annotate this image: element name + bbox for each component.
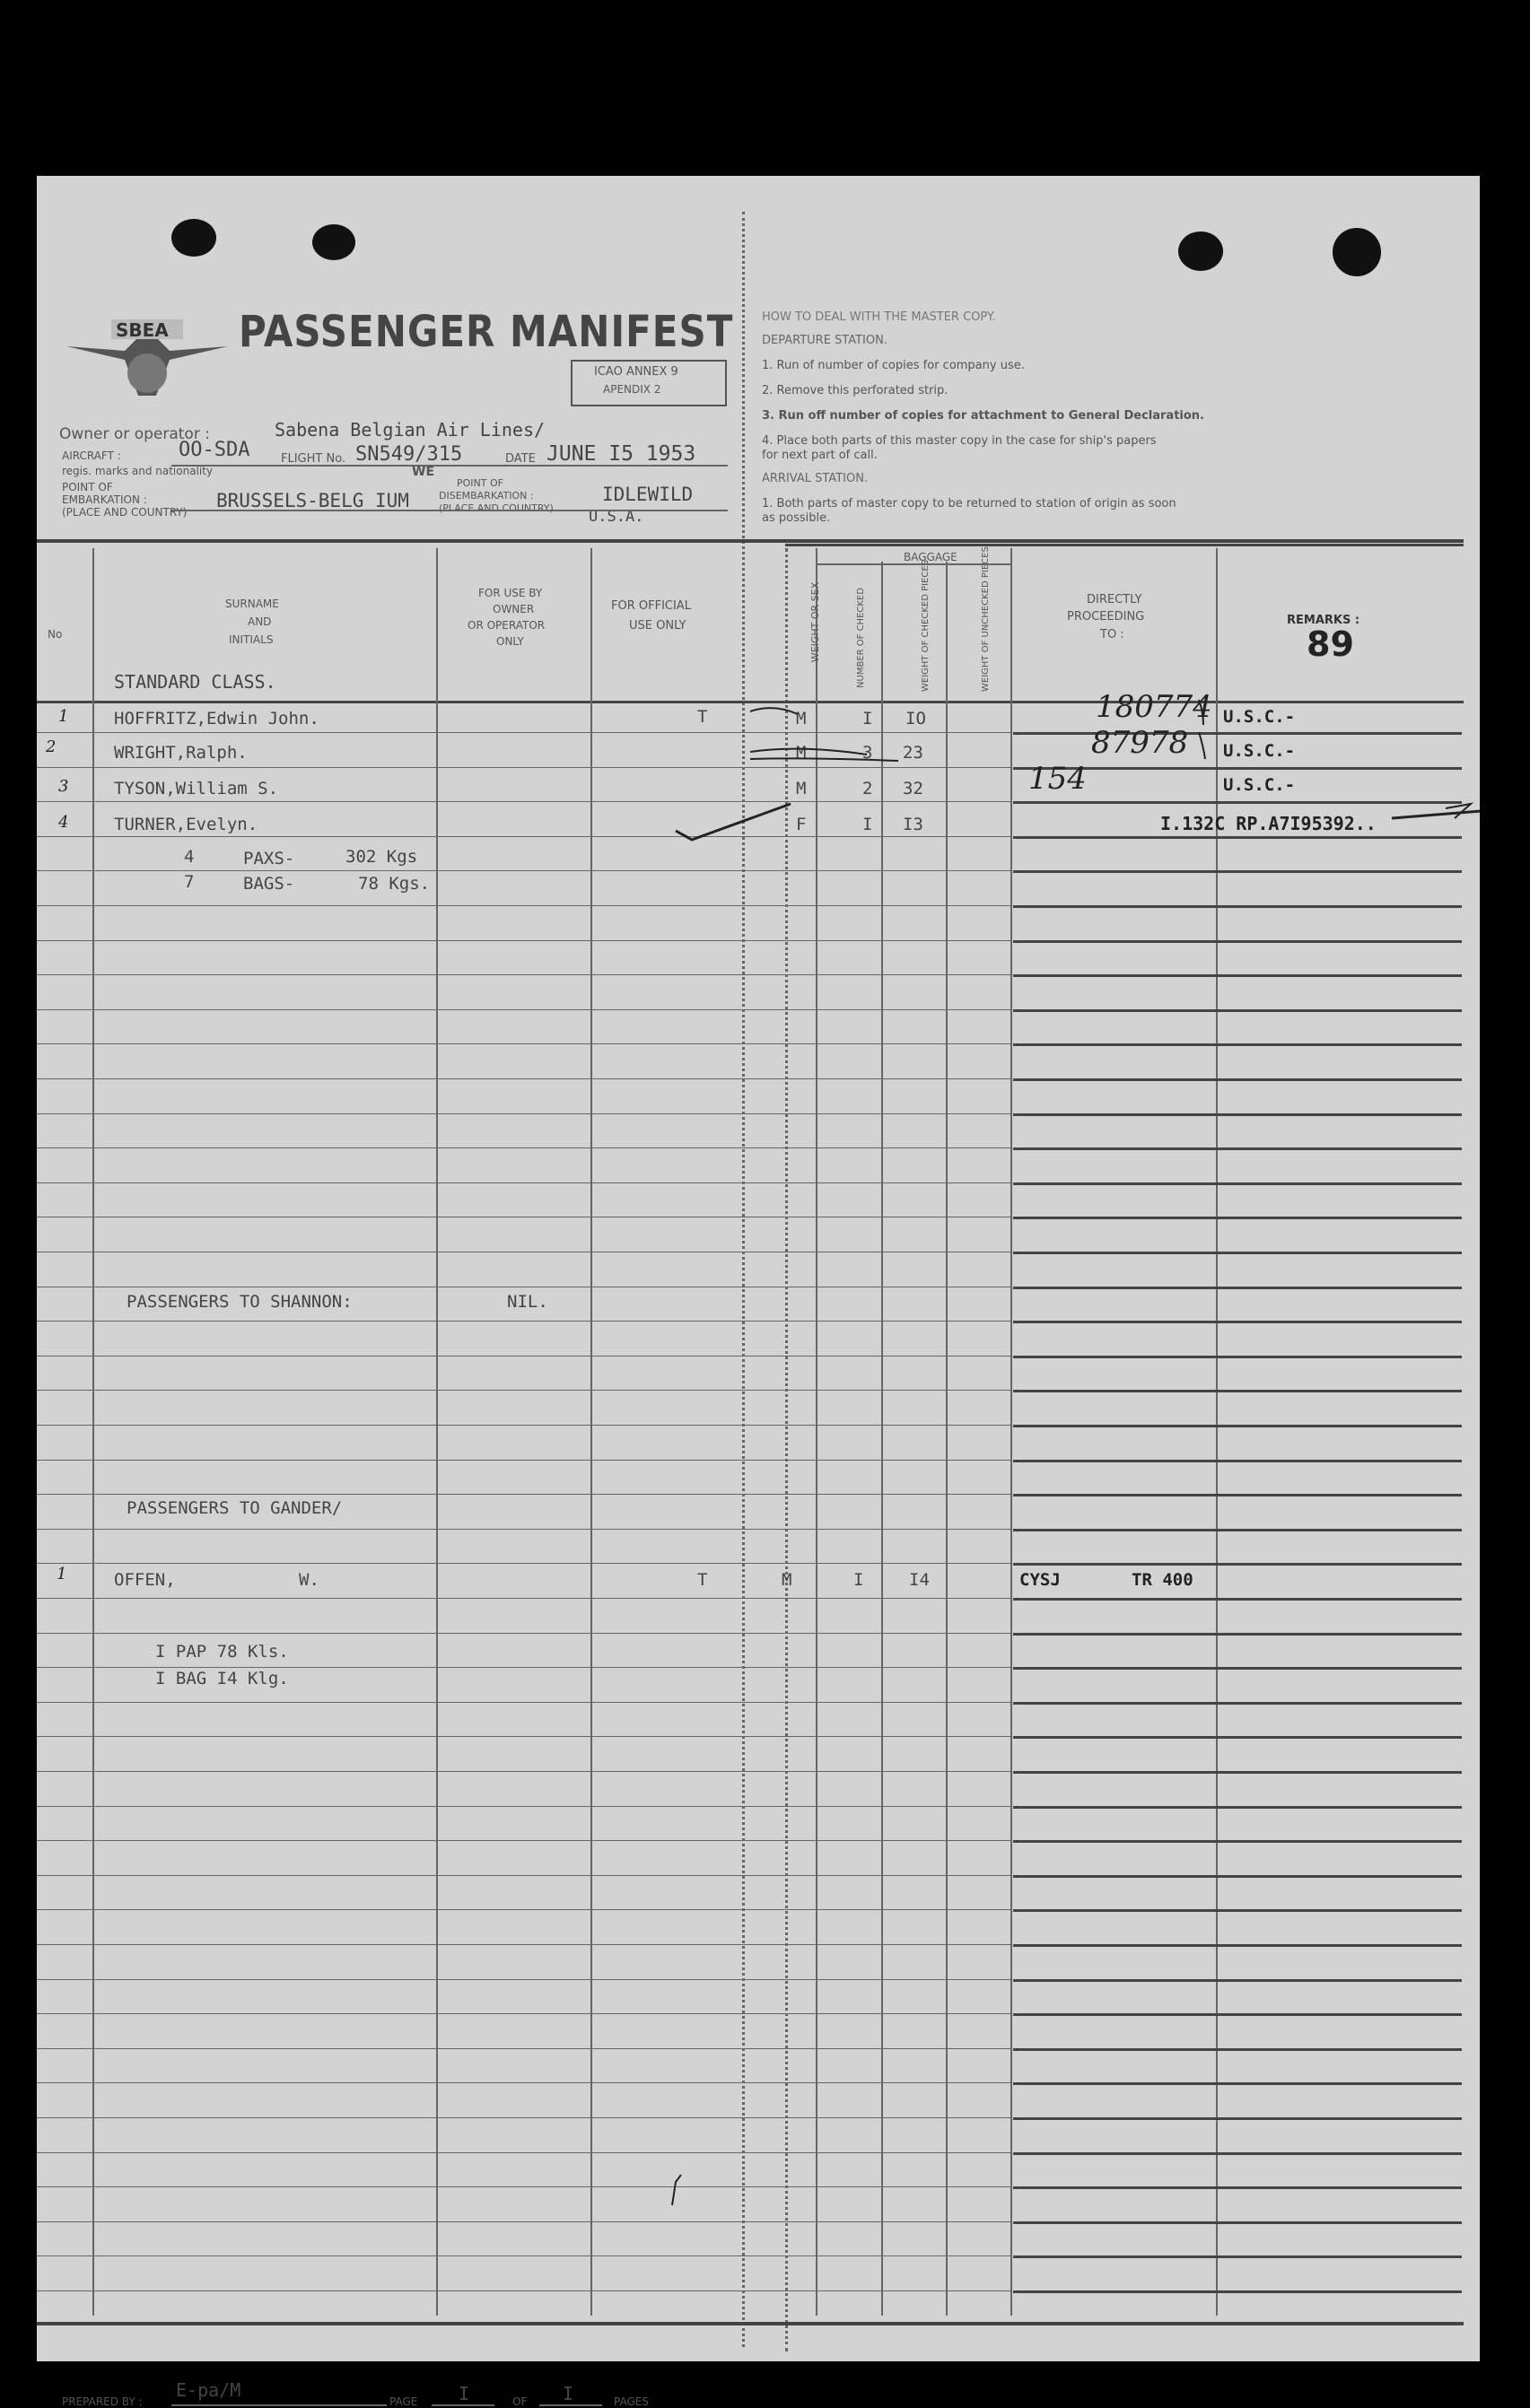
col-weight-checked: WEIGHT OF CHECKED PIECES	[921, 559, 931, 692]
col-owner-4: ONLY	[496, 635, 524, 648]
icao-line-1: ICAO ANNEX 9	[594, 365, 678, 379]
disembark-value-country: U.S.A.	[589, 508, 644, 526]
arrival-step-2: as possible.	[762, 511, 831, 525]
bags-weight: 78 Kgs.	[358, 874, 431, 894]
embark-value: BRUSSELS-BELG IUM	[216, 490, 409, 511]
arrival-step-1: 1. Both parts of master copy to be returned to station of origin as soon	[762, 497, 1176, 510]
prepared-value: E-pa/M	[176, 2379, 241, 2401]
col-number-checked: NUMBER OF CHECKED	[856, 588, 866, 688]
pages-label: PAGES	[614, 2395, 649, 2408]
shannon-value: NIL.	[507, 1292, 548, 1312]
logo-text: SBEA	[116, 319, 169, 341]
passenger-initial: W.	[299, 1570, 319, 1590]
col-weight-sex: WEIGHT OR SEX	[809, 581, 821, 663]
col-weight-unchecked: WEIGHT OF UNCHECKED PIECES	[981, 546, 991, 692]
checked-weight: IO	[905, 709, 926, 729]
col-owner-2: OWNER	[493, 603, 535, 615]
checked-pieces: 2	[862, 779, 873, 798]
remarks-value: I.132C RP.A7I95392..	[1160, 813, 1377, 834]
aircraft-sublabel: regis. marks and nationality	[62, 465, 214, 477]
flight-value: SN549/315	[355, 443, 463, 466]
official-mark: T	[697, 1570, 708, 1590]
proceeding-value: CYSJ	[1019, 1570, 1061, 1590]
flight-label: FLIGHT No.	[281, 452, 346, 466]
remarks-value: U.S.C.-	[1223, 707, 1296, 727]
row-number: 1	[57, 1565, 67, 1584]
disembark-label-1: POINT OF	[457, 477, 503, 489]
disembark-value: IDLEWILD	[602, 484, 694, 505]
handwritten-marks	[37, 176, 1480, 2361]
col-proceeding-2: PROCEEDING	[1067, 610, 1145, 624]
disembark-label-3: (PLACE AND COUNTRY)	[439, 502, 554, 514]
col-surname-3: INITIALS	[229, 633, 274, 646]
col-remarks: REMARKS :	[1287, 614, 1360, 627]
section-label: STANDARD CLASS.	[114, 671, 276, 693]
gander-summary-1: I PAP 78 Kls.	[155, 1642, 289, 1662]
checked-weight: I3	[903, 815, 923, 834]
passenger-sex: M	[796, 779, 807, 798]
checked-pieces: 3	[862, 743, 873, 763]
remarks-value: U.S.C.-	[1223, 775, 1296, 795]
instruction-step-1: 1. Run of number of copies for company use.	[762, 359, 1025, 372]
gander-label: PASSENGERS TO GANDER/	[127, 1498, 343, 1518]
embark-label-2: EMBARKATION :	[62, 493, 147, 506]
col-no: No	[48, 628, 63, 641]
official-mark: T	[697, 707, 708, 727]
page-label: PAGE	[389, 2395, 418, 2408]
date-value: JUNE I5 1953	[546, 442, 696, 466]
paxs-label: PAXS-	[243, 849, 295, 868]
col-surname-1: SURNAME	[225, 598, 279, 610]
page-value: I	[459, 2383, 470, 2404]
col-official-1: FOR OFFICIAL	[611, 599, 691, 613]
page-title: PASSENGER MANIFEST	[239, 306, 734, 357]
disembark-label-2: DISEMBARKATION :	[439, 490, 534, 502]
instruction-step-4: 4. Place both parts of this master copy in the case for ship's papers	[762, 434, 1157, 448]
proceeding-handwritten: 87978	[1091, 725, 1189, 761]
checked-pieces: I	[862, 815, 873, 834]
of-label: OF	[512, 2395, 528, 2408]
manifest-sheet	[37, 176, 1480, 2408]
col-owner-3: OR OPERATOR	[468, 619, 546, 632]
of-value: I	[563, 2383, 574, 2404]
shannon-label: PASSENGERS TO SHANNON:	[127, 1292, 353, 1312]
row-number: 4	[58, 813, 69, 832]
passenger-name: TYSON,William S.	[114, 779, 279, 798]
paxs-count: 4	[184, 847, 195, 867]
col-owner-1: FOR USE BY	[478, 587, 543, 599]
arrival-heading: ARRIVAL STATION.	[762, 472, 869, 485]
remarks-number: 89	[1307, 624, 1354, 664]
instruction-step-3: 3. Run off number of copies for attachment to General Declaration.	[762, 409, 1204, 423]
owner-value: Sabena Belgian Air Lines/	[275, 419, 546, 441]
passenger-name: OFFEN,	[114, 1570, 176, 1590]
checked-weight: 32	[903, 779, 923, 798]
remarks-value: U.S.C.-	[1223, 741, 1296, 761]
col-proceeding-1: DIRECTLY	[1087, 593, 1142, 606]
instruction-step-2: 2. Remove this perforated strip.	[762, 384, 949, 397]
col-baggage: BAGGAGE	[904, 551, 957, 563]
paxs-weight: 302 Kgs	[345, 847, 418, 867]
passenger-name: TURNER,Evelyn.	[114, 815, 258, 834]
checked-weight: 23	[903, 743, 923, 763]
remarks-value: TR 400	[1132, 1570, 1193, 1590]
instructions-heading: HOW TO DEAL WITH THE MASTER COPY.	[762, 310, 996, 324]
embark-label-3: (PLACE AND COUNTRY)	[62, 506, 188, 519]
passenger-sex: M	[796, 743, 807, 763]
date-label: DATE	[505, 452, 536, 466]
aircraft-label: AIRCRAFT :	[62, 449, 121, 462]
bags-count: 7	[184, 872, 195, 892]
checked-pieces: I	[853, 1570, 864, 1590]
icao-line-2: APENDIX 2	[603, 383, 661, 396]
aircraft-value: OO-SDA	[179, 439, 250, 461]
passenger-name: HOFFRITZ,Edwin John.	[114, 709, 319, 729]
row-number: 1	[58, 707, 69, 726]
instruction-step-4-cont: for next part of call.	[762, 449, 878, 462]
passenger-sex: M	[796, 709, 807, 729]
passenger-name: WRIGHT,Ralph.	[114, 743, 248, 763]
row-number: 2	[46, 737, 57, 756]
gander-summary-2: I BAG I4 Klg.	[155, 1669, 289, 1688]
embark-label-1: POINT OF	[62, 481, 113, 493]
passenger-sex: M	[782, 1570, 792, 1590]
stamp-we: WE	[412, 465, 435, 479]
checked-pieces: I	[862, 709, 873, 729]
col-surname-2: AND	[248, 615, 272, 628]
passenger-sex: F	[796, 815, 807, 834]
row-number: 3	[58, 777, 69, 796]
departure-heading: DEPARTURE STATION.	[762, 334, 887, 347]
proceeding-handwritten: 180774	[1096, 689, 1212, 725]
col-official-2: USE ONLY	[629, 619, 686, 633]
checked-weight: I4	[909, 1570, 930, 1590]
proceeding-handwritten: 154	[1028, 761, 1087, 797]
prepared-label: PREPARED BY :	[62, 2395, 143, 2408]
bags-label: BAGS-	[243, 874, 295, 894]
owner-label: Owner or operator :	[59, 425, 210, 443]
col-proceeding-3: TO :	[1100, 628, 1124, 641]
